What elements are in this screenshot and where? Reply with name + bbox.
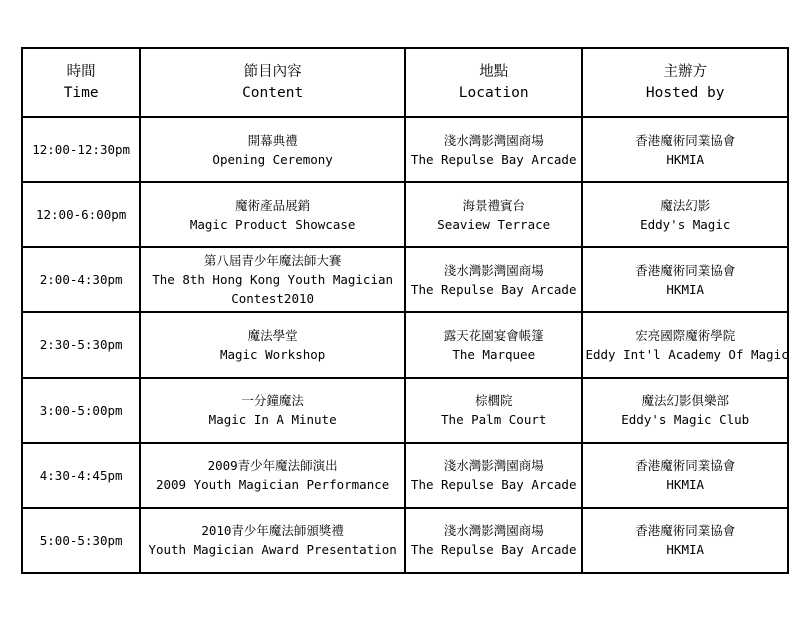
location-en: The Repulse Bay Arcade [410, 281, 577, 297]
schedule-table [21, 47, 789, 574]
location-zh: 露天花園宴會帳篷 [443, 327, 544, 343]
host-en: HKMIA [666, 477, 705, 493]
content-zh: 魔術產品展銷 [235, 197, 311, 213]
host-en: Eddy Int'l Academy Of Magic [585, 346, 789, 362]
time-cell: 5:00-5:30pm [22, 508, 140, 573]
content-en: Magic In A Minute [208, 412, 337, 428]
header-location-zh: 地點 [479, 63, 509, 80]
header-time-zh: 時間 [66, 63, 96, 80]
table-header-row [22, 48, 788, 117]
location-en: The Repulse Bay Arcade [410, 477, 577, 493]
time-cell: 2:00-4:30pm [22, 247, 140, 312]
table-row [22, 117, 788, 182]
host-zh: 宏亮國際魔術學院 [635, 327, 736, 343]
location-en: The Repulse Bay Arcade [410, 151, 577, 167]
host-en: HKMIA [666, 281, 705, 297]
table-row [22, 378, 788, 443]
location-en: The Repulse Bay Arcade [410, 542, 577, 558]
host-zh: 魔法幻影 [660, 197, 711, 213]
host-en: Eddy's Magic [640, 216, 731, 232]
host-en: Eddy's Magic Club [621, 412, 750, 428]
content-zh: 開幕典禮 [247, 132, 298, 148]
host-en: HKMIA [666, 542, 705, 558]
time-cell: 3:00-5:00pm [22, 378, 140, 443]
table-row [22, 182, 788, 247]
header-content-zh: 節目內容 [243, 63, 302, 80]
header-time [22, 48, 140, 117]
host-zh: 香港魔術同業協會 [635, 262, 736, 278]
content-cell [140, 312, 405, 377]
content-en: Magic Workshop [219, 346, 326, 362]
host-cell [582, 312, 788, 377]
host-zh: 香港魔術同業協會 [635, 458, 736, 474]
content-cell [140, 508, 405, 573]
content-en: 2009 Youth Magician Performance [155, 477, 390, 493]
content-zh: 2010青少年魔法師頒獎禮 [201, 523, 344, 539]
location-zh: 淺水灣影灣園商場 [443, 132, 544, 148]
header-content-en: Content [242, 84, 304, 101]
content-en: Youth Magician Award Presentation [148, 542, 397, 558]
location-cell [405, 378, 582, 443]
content-zh: 第八屆青少年魔法師大賽 [203, 253, 342, 269]
header-host-en: Hosted by [645, 84, 725, 101]
header-time-en: Time [63, 84, 99, 101]
location-cell [405, 312, 582, 377]
location-en: Seaview Terrace [437, 216, 551, 232]
time-cell: 4:30-4:45pm [22, 443, 140, 508]
header-location-en: Location [458, 84, 529, 101]
table-row [22, 247, 788, 312]
location-cell [405, 443, 582, 508]
host-en: HKMIA [666, 151, 705, 167]
content-en: Magic Product Showcase [189, 216, 356, 232]
content-en: Opening Ceremony [212, 151, 333, 167]
host-zh: 香港魔術同業協會 [635, 132, 736, 148]
content-en: The 8th Hong Kong Youth Magician Contest2010 [152, 272, 394, 307]
content-cell [140, 378, 405, 443]
table-row [22, 443, 788, 508]
host-cell [582, 182, 788, 247]
table-row [22, 508, 788, 573]
time-cell: 12:00-12:30pm [22, 117, 140, 182]
location-zh: 淺水灣影灣園商場 [443, 523, 544, 539]
header-location [405, 48, 582, 117]
header-host [582, 48, 788, 117]
content-zh: 一分鐘魔法 [241, 393, 304, 409]
location-en: The Palm Court [441, 412, 547, 428]
content-zh: 2009青少年魔法師演出 [207, 458, 338, 474]
location-cell [405, 508, 582, 573]
location-zh: 海景禮賓台 [462, 197, 525, 213]
location-cell [405, 117, 582, 182]
location-en: The Marquee [452, 346, 536, 362]
location-zh: 棕櫚院 [474, 393, 513, 409]
location-cell [405, 247, 582, 312]
time-cell: 12:00-6:00pm [22, 182, 140, 247]
location-cell [405, 182, 582, 247]
host-cell [582, 378, 788, 443]
content-cell [140, 182, 405, 247]
host-cell [582, 443, 788, 508]
time-cell: 2:30-5:30pm [22, 312, 140, 377]
content-zh: 魔法學堂 [247, 327, 298, 343]
host-cell [582, 508, 788, 573]
table-row [22, 312, 788, 377]
header-host-zh: 主辦方 [663, 63, 707, 80]
content-cell [140, 443, 405, 508]
location-zh: 淺水灣影灣園商場 [443, 262, 544, 278]
host-zh: 魔法幻影俱樂部 [641, 393, 729, 409]
content-cell [140, 117, 405, 182]
location-zh: 淺水灣影灣園商場 [443, 458, 544, 474]
content-cell [140, 247, 405, 312]
host-zh: 香港魔術同業協會 [635, 523, 736, 539]
host-cell [582, 247, 788, 312]
header-content [140, 48, 405, 117]
host-cell [582, 117, 788, 182]
